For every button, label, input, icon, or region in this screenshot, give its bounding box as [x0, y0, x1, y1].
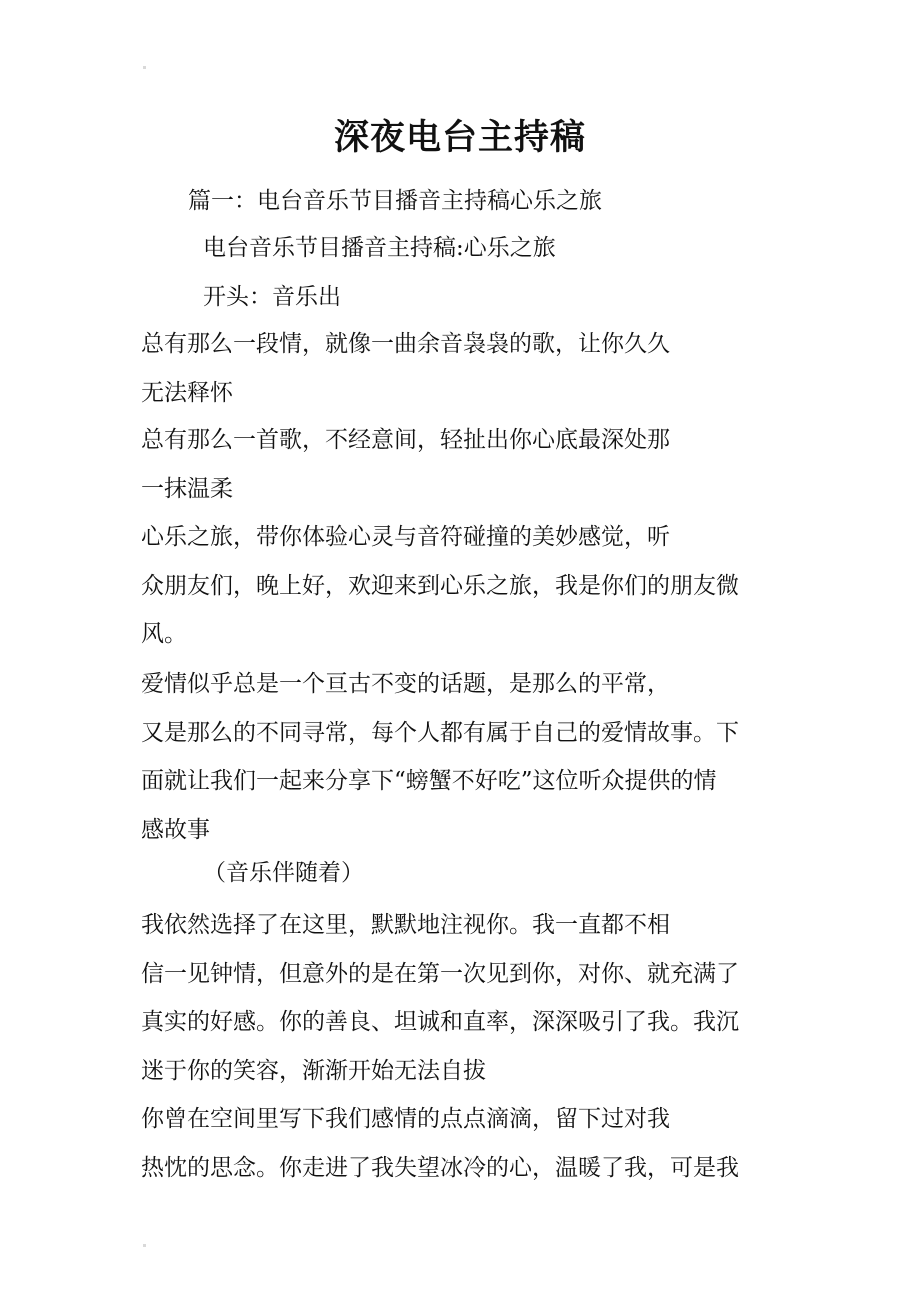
paragraph-4: 爱情似乎总是一个亘古不变的话题，是那么的平常， 又是那么的不同寻常，每个人都有属于自己的爱情故事。下 面就让我们一起来分享下“螃蟹不好吃”这位听众提供的情 感故事 — [141, 671, 739, 843]
paragraph-6: 你曾在空间里写下我们感情的点点滴滴，留下过对我 热忱的思念。你走进了我失望冰冷的心，温暖了我，可是我 — [141, 1106, 739, 1181]
section-heading: 篇一：电台音乐节目播音主持稿心乐之旅 — [188, 188, 602, 214]
document-title: 深夜电台主持稿 — [333, 117, 586, 158]
paragraph-5: 我依然选择了在这里，默默地注视你。我一直都不相 信一见钟情，但意外的是在第一次见到你，对你、就充满了 真实的好感。你的善良、坦诚和直率，深深吸引了我。我沉 迷于你的笑容，渐渐开始无法自拔 — [141, 912, 739, 1084]
opening-line: 开头：音乐出 — [203, 284, 341, 310]
paragraph-1: 总有那么一段情，就像一曲余音袅袅的歌，让你久久 无法释怀 — [141, 331, 670, 406]
paragraph-3: 心乐之旅，带你体验心灵与音符碰撞的美妙感觉，听 众朋友们，晚上好，欢迎来到心乐之旅，我是你们的朋友微 风。 — [141, 524, 739, 647]
paragraph-2: 总有那么一首歌，不经意间，轻扯出你心底最深处那 一抹温柔 — [141, 427, 670, 502]
corner-mark-top-left — [143, 66, 146, 69]
subtitle: 电台音乐节目播音主持稿:心乐之旅 — [203, 235, 556, 261]
corner-mark-bottom-left — [143, 1244, 146, 1247]
music-note: （音乐伴随着） — [203, 860, 364, 886]
